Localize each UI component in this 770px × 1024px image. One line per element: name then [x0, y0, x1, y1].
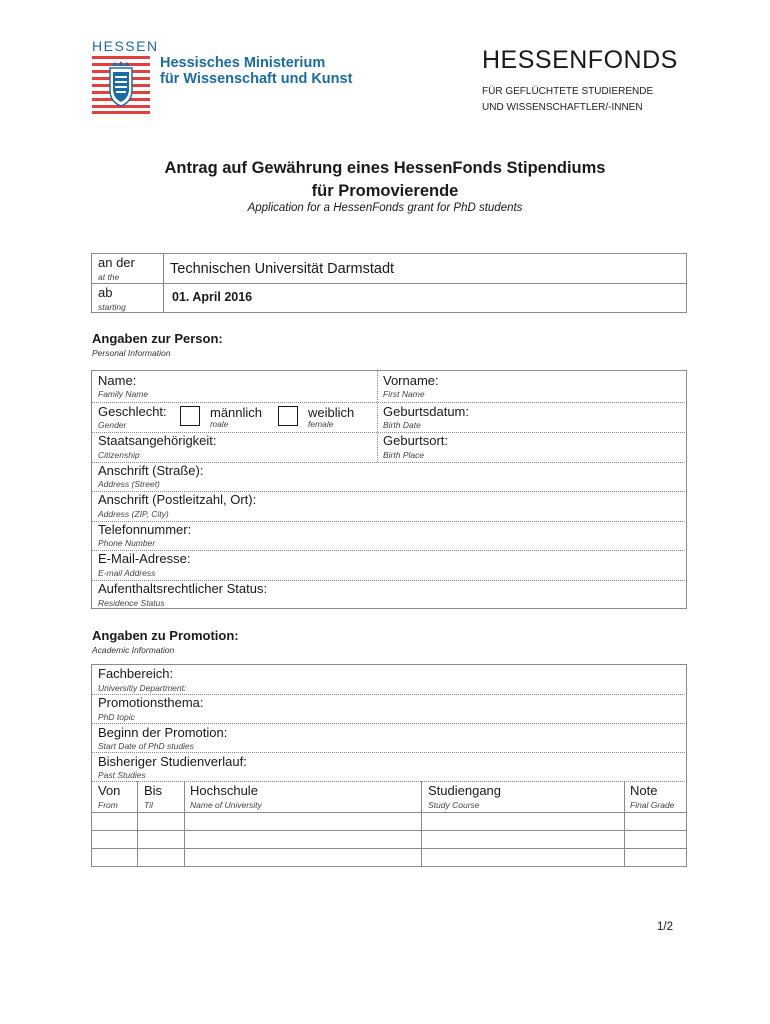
an-der-label: an der — [98, 255, 135, 270]
university-value[interactable]: Technischen Universität Darmstadt — [170, 261, 395, 277]
ministry-line-1: Hessisches Ministerium — [160, 55, 326, 71]
promotion-heading: Angaben zu Promotion: — [92, 628, 239, 643]
geschlecht-label: Geschlecht: — [98, 404, 167, 419]
personal-heading: Angaben zur Person: — [92, 331, 223, 346]
email-label: E-Mail-Adresse: — [98, 551, 191, 566]
fachbereich-sub: Universitiy Department: — [98, 683, 187, 693]
female-checkbox[interactable] — [278, 406, 298, 426]
geburtsdatum-sub: Birth Date — [383, 420, 421, 430]
geburtsort-label: Geburtsort: — [383, 433, 449, 448]
hessenfonds-subtitle-1: FÜR GEFLÜCHTETE STUDIERENDE — [482, 86, 654, 97]
ab-label: ab — [98, 285, 113, 300]
female-sub: female — [308, 419, 334, 429]
col-sub-course: Study Course — [428, 800, 480, 810]
vorname-sub: First Name — [383, 389, 425, 399]
document-title — [0, 157, 770, 203]
col-header-studiengang: Studiengang — [428, 783, 502, 798]
col-sub-grade: Final Grade — [630, 800, 675, 810]
hessen-crest-icon — [92, 56, 150, 114]
staat-label: Staatsangehörigkeit: — [98, 433, 217, 448]
document-subtitle: Application for a HessenFonds grant for PhD students — [247, 202, 523, 214]
starting-label: starting — [98, 302, 126, 312]
institution-divider — [91, 283, 687, 284]
telefon-label: Telefonnummer: — [98, 522, 192, 537]
email-sub: E-mail Address — [98, 568, 156, 578]
hessenfonds-subtitle — [482, 84, 653, 116]
verlauf-label: Bisheriger Studienverlauf: — [98, 754, 247, 769]
hessen-wordmark: HESSEN — [92, 38, 159, 54]
geburtsdatum-label: Geburtsdatum: — [383, 404, 469, 419]
geschlecht-sub: Gender — [98, 420, 127, 430]
weiblich-label: weiblich — [308, 405, 355, 420]
maennlich-label: männlich — [210, 405, 263, 420]
personal-heading-sub: Personal Information — [92, 348, 171, 358]
promotion-heading-sub: Academic Information — [92, 645, 175, 655]
beginn-sub: Start Date of PhD studies — [98, 741, 194, 751]
strasse-sub: Address (Street) — [98, 479, 160, 489]
vorname-label: Vorname: — [383, 373, 439, 388]
thema-label: Promotionsthema: — [98, 695, 204, 710]
table-row[interactable] — [92, 831, 686, 848]
telefon-sub: Phone Number — [98, 538, 156, 548]
strasse-label: Anschrift (Straße): — [98, 463, 204, 478]
at-the-label: at the — [98, 272, 120, 282]
start-date-value[interactable]: 01. April 2016 — [172, 290, 253, 304]
row-divider — [91, 781, 687, 782]
col-header-bis: Bis — [144, 783, 163, 798]
plz-sub: Address (ZIP, City) — [98, 509, 169, 519]
document-title-line-2: für Promovierende — [311, 182, 459, 200]
ministry-name — [160, 55, 352, 87]
status-sub: Residence Status — [98, 598, 165, 608]
col-header-von: Von — [98, 783, 121, 798]
name-label: Name: — [98, 373, 137, 388]
col-sub-university: Name of University — [190, 800, 262, 810]
col-sub-from: From — [98, 800, 118, 810]
row-divider — [91, 723, 687, 724]
col-header-hochschule: Hochschule — [190, 783, 258, 798]
male-sub: male — [210, 419, 229, 429]
name-sub: Family Name — [98, 389, 149, 399]
page-number: 1/2 — [657, 921, 673, 933]
geburtsort-sub: Birth Place — [383, 450, 425, 460]
hessenfonds-title: HESSENFONDS — [482, 46, 678, 74]
table-row[interactable] — [92, 813, 686, 830]
verlauf-sub: Past Studies — [98, 770, 146, 780]
status-label: Aufenthaltsrechtlicher Status: — [98, 581, 268, 596]
hessenfonds-subtitle-2: UND WISSENSCHAFTLER/-INNEN — [482, 102, 643, 113]
fachbereich-label: Fachbereich: — [98, 666, 174, 681]
row-divider — [91, 402, 687, 403]
col-header-note: Note — [630, 783, 658, 798]
col-divider — [377, 370, 378, 462]
row-divider — [91, 752, 687, 753]
male-checkbox[interactable] — [180, 406, 200, 426]
col-sub-til: Til — [144, 800, 153, 810]
institution-col-divider — [163, 253, 164, 313]
ministry-line-2: für Wissenschaft und Kunst — [160, 71, 353, 87]
staat-sub: Citizenship — [98, 450, 140, 460]
thema-sub: PhD topic — [98, 712, 135, 722]
document-title-line-1: Antrag auf Gewährung eines HessenFonds Stipendiums — [164, 159, 606, 177]
beginn-label: Beginn der Promotion: — [98, 725, 228, 740]
plz-label: Anschrift (Postleitzahl, Ort): — [98, 492, 257, 507]
table-row[interactable] — [92, 849, 686, 866]
